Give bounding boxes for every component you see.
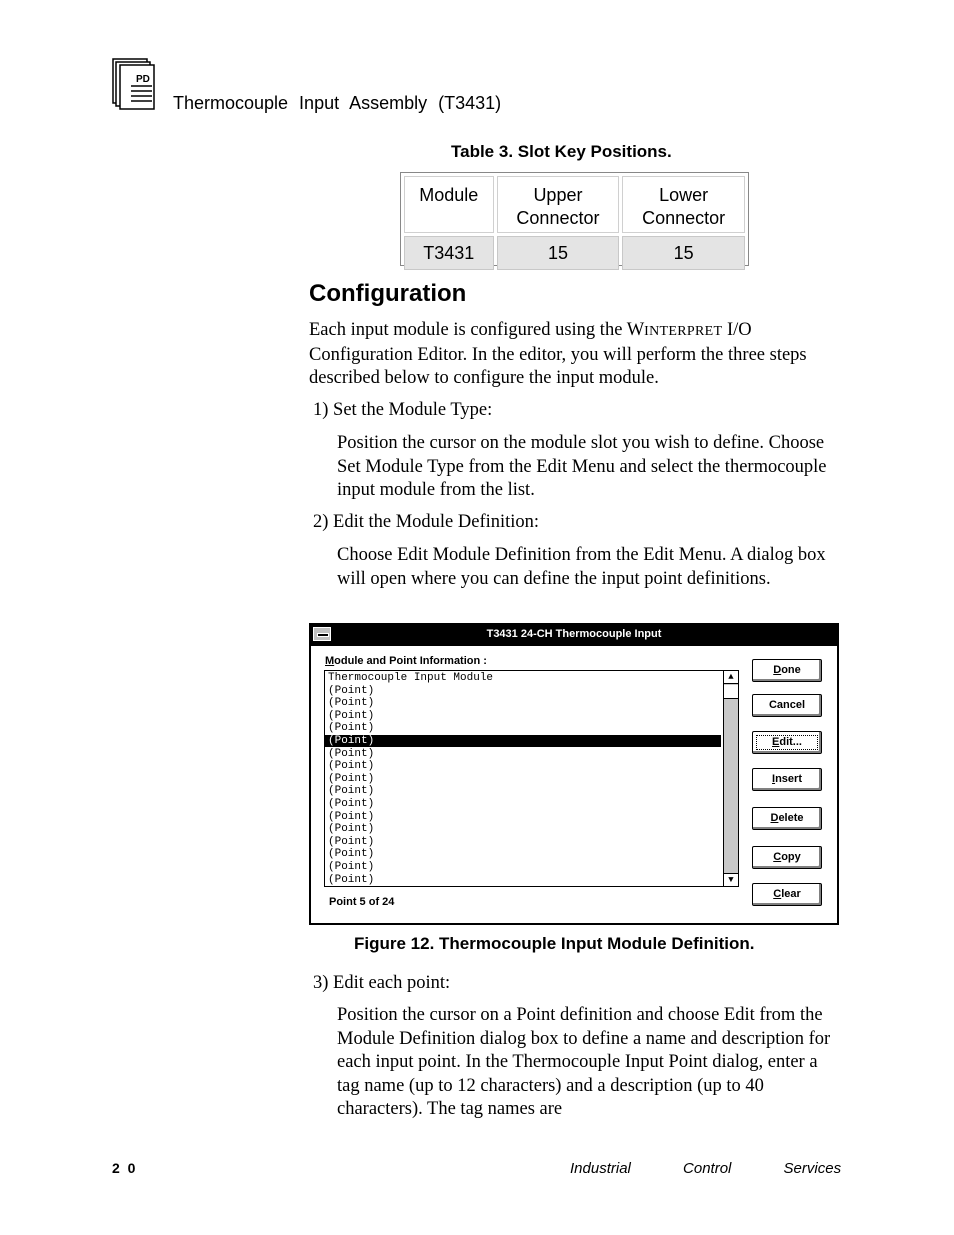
dialog-titlebar (311, 625, 837, 646)
footer-publisher: Industrial Control Services (570, 1160, 842, 1177)
table-caption: Table 3. Slot Key Positions. (451, 142, 672, 161)
table-header-lower-connector: Lower Connector (622, 176, 745, 233)
table-cell-lower: 15 (622, 236, 745, 270)
step-1-label: 1) Set the Module Type: (313, 400, 493, 420)
list-scrollbar[interactable] (723, 671, 738, 886)
module-definition-dialog (309, 623, 839, 925)
clear-button[interactable]: Clear (752, 883, 822, 906)
step-3-text: Position the cursor on a Point definition and choose Edit from the Module Definition dialog box to define a name and description for each input point. In the Thermocouple Input Point dialog, enter a tag name (up to 12 characters) and a description (up to 40 characters). The tag names are (337, 1005, 831, 1119)
list-item[interactable]: (Point) (328, 810, 375, 823)
table-cell-upper: 15 (497, 236, 620, 270)
list-item[interactable]: (Point) (328, 835, 375, 848)
scroll-thumb[interactable] (724, 685, 738, 699)
delete-button[interactable]: Delete (752, 807, 822, 830)
point-status-text: Point 5 of 24 (329, 896, 395, 908)
list-item[interactable]: (Point) (328, 873, 375, 886)
table-header-upper-connector: Upper Connector (497, 176, 620, 233)
step-3-label: 3) Edit each point: (313, 973, 451, 993)
list-item[interactable]: (Point) (328, 684, 375, 697)
scroll-down-arrow-icon[interactable]: ▼ (724, 873, 738, 886)
copy-button[interactable]: Copy (752, 846, 822, 869)
list-item[interactable]: (Point) (328, 697, 375, 710)
list-item[interactable]: (Point) (328, 747, 375, 760)
step-2-text: Choose Edit Module Definition from the Edit Menu. A dialog box will open where you can define the input point definitions. (337, 545, 826, 589)
logo-text: PD (136, 74, 150, 85)
point-listbox[interactable] (324, 670, 739, 887)
list-item[interactable]: (Point) (328, 861, 375, 873)
table-cell-module: T3431 (404, 236, 494, 270)
list-item[interactable]: (Point) (325, 735, 721, 747)
page-number: 2 0 (112, 1160, 138, 1176)
list-item[interactable]: (Point) (328, 760, 375, 773)
list-item[interactable]: Thermocouple Input Module (328, 672, 494, 684)
insert-button[interactable]: Insert (752, 768, 822, 791)
step-1-text: Position the cursor on the module slot you wish to define. Choose Set Module Type from the Edit Menu and select the thermocouple input module from the list. (337, 433, 827, 500)
running-header-title: Thermocouple Input Assembly (T3431) (173, 93, 502, 113)
table-row (404, 236, 745, 270)
slot-key-table (400, 172, 749, 266)
scroll-up-arrow-icon[interactable]: ▲ (724, 671, 738, 684)
edit-button[interactable]: Edit... (752, 731, 822, 754)
document-stack-logo (112, 58, 156, 110)
dialog-title: T3431 24-CH Thermocouple Input (486, 628, 662, 640)
intro-paragraph: Each input module is configured using the WINTERPRET I/O Configuration Editor. In the editor, you will perform the three steps described below to configure the input module. (309, 320, 807, 388)
module-info-label: Module and Point Information : (325, 655, 487, 667)
table-header-row (404, 176, 745, 233)
figure-caption: Figure 12. Thermocouple Input Module Definition. (354, 934, 755, 953)
section-heading: Configuration (309, 280, 467, 307)
done-button[interactable]: Done (752, 659, 822, 682)
list-item[interactable]: (Point) (328, 772, 375, 785)
table-header-module: Module (404, 176, 494, 233)
list-item[interactable]: (Point) (328, 848, 375, 861)
list-item[interactable]: (Point) (328, 722, 375, 735)
list-item[interactable]: (Point) (328, 709, 375, 722)
cancel-button[interactable]: Cancel (752, 694, 822, 717)
step-2-label: 2) Edit the Module Definition: (313, 512, 540, 532)
list-item[interactable]: (Point) (328, 798, 375, 810)
list-item[interactable]: (Point) (328, 823, 375, 836)
list-item[interactable]: (Point) (328, 785, 375, 798)
